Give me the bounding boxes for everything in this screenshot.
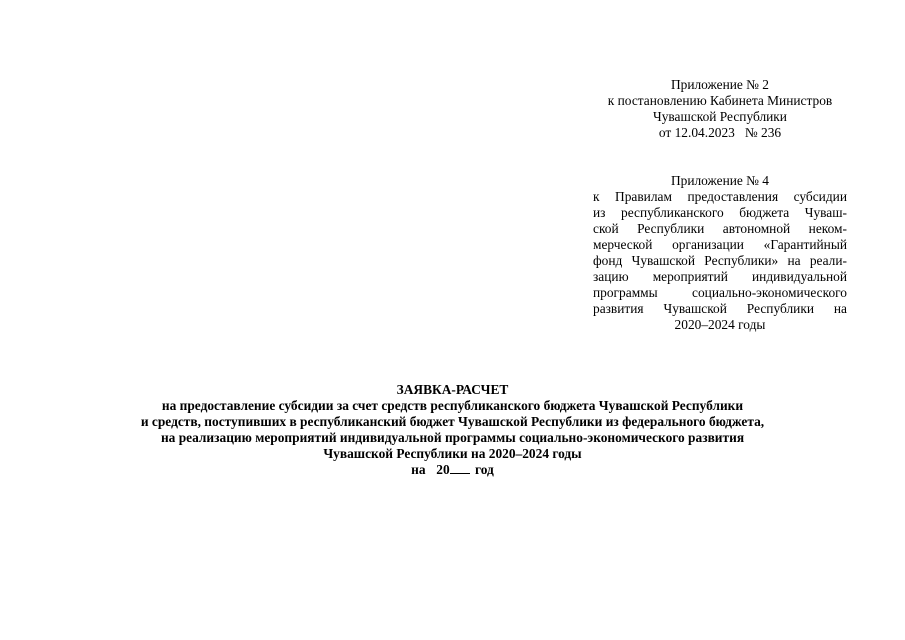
appendix-4-title: Приложение № 4 (670, 173, 770, 188)
appendix-4-line: развития Чувашской Республики на (593, 301, 847, 316)
appendix-date-number: от 12.04.2023 № 236 (658, 125, 782, 140)
year-blank-field (450, 462, 470, 474)
document-subtitle-line: Чувашской Республики на 2020–2024 годы (323, 446, 582, 461)
appendix-4-line: ской Республики автономной неком- (593, 221, 847, 236)
appendix-reference: Чувашской Республики (653, 109, 787, 124)
appendix-reference: к постановлению Кабинета Министров (607, 93, 833, 108)
document-title-block (0, 382, 905, 478)
document-subtitle-line: и средств, поступивших в республиканский бюджет Чувашской Республики из федерального бюджета, (140, 414, 765, 429)
appendix-4-line: зацию мероприятий индивидуальной (593, 269, 847, 284)
year-suffix: год (469, 462, 494, 477)
document-subtitle-line: на предоставление субсидии за счет средств республиканского бюджета Чувашской Республики (161, 398, 744, 413)
appendix-4-line: к Правилам предоставления субсидии (593, 189, 847, 204)
appendix-number: Приложение № 2 (670, 77, 770, 92)
year-line (0, 462, 905, 478)
appendix-4-body (593, 189, 847, 333)
appendix-4-line: из республиканского бюджета Чуваш- (593, 205, 847, 220)
appendix-4-line: программы социально-экономического (593, 285, 847, 300)
appendix-2-header (593, 77, 847, 141)
document-heading: ЗАЯВКА-РАСЧЕТ (396, 382, 509, 397)
appendix-4-line: мерческой организации «Гарантийный (593, 237, 847, 252)
appendix-4-line: 2020–2024 годы (674, 317, 766, 332)
document-subtitle-line: на реализацию мероприятий индивидуальной программы социально-экономического развития (160, 430, 745, 445)
appendix-4-line: фонд Чувашской Республики» на реали- (593, 253, 847, 268)
year-prefix: на 20 (411, 462, 450, 477)
